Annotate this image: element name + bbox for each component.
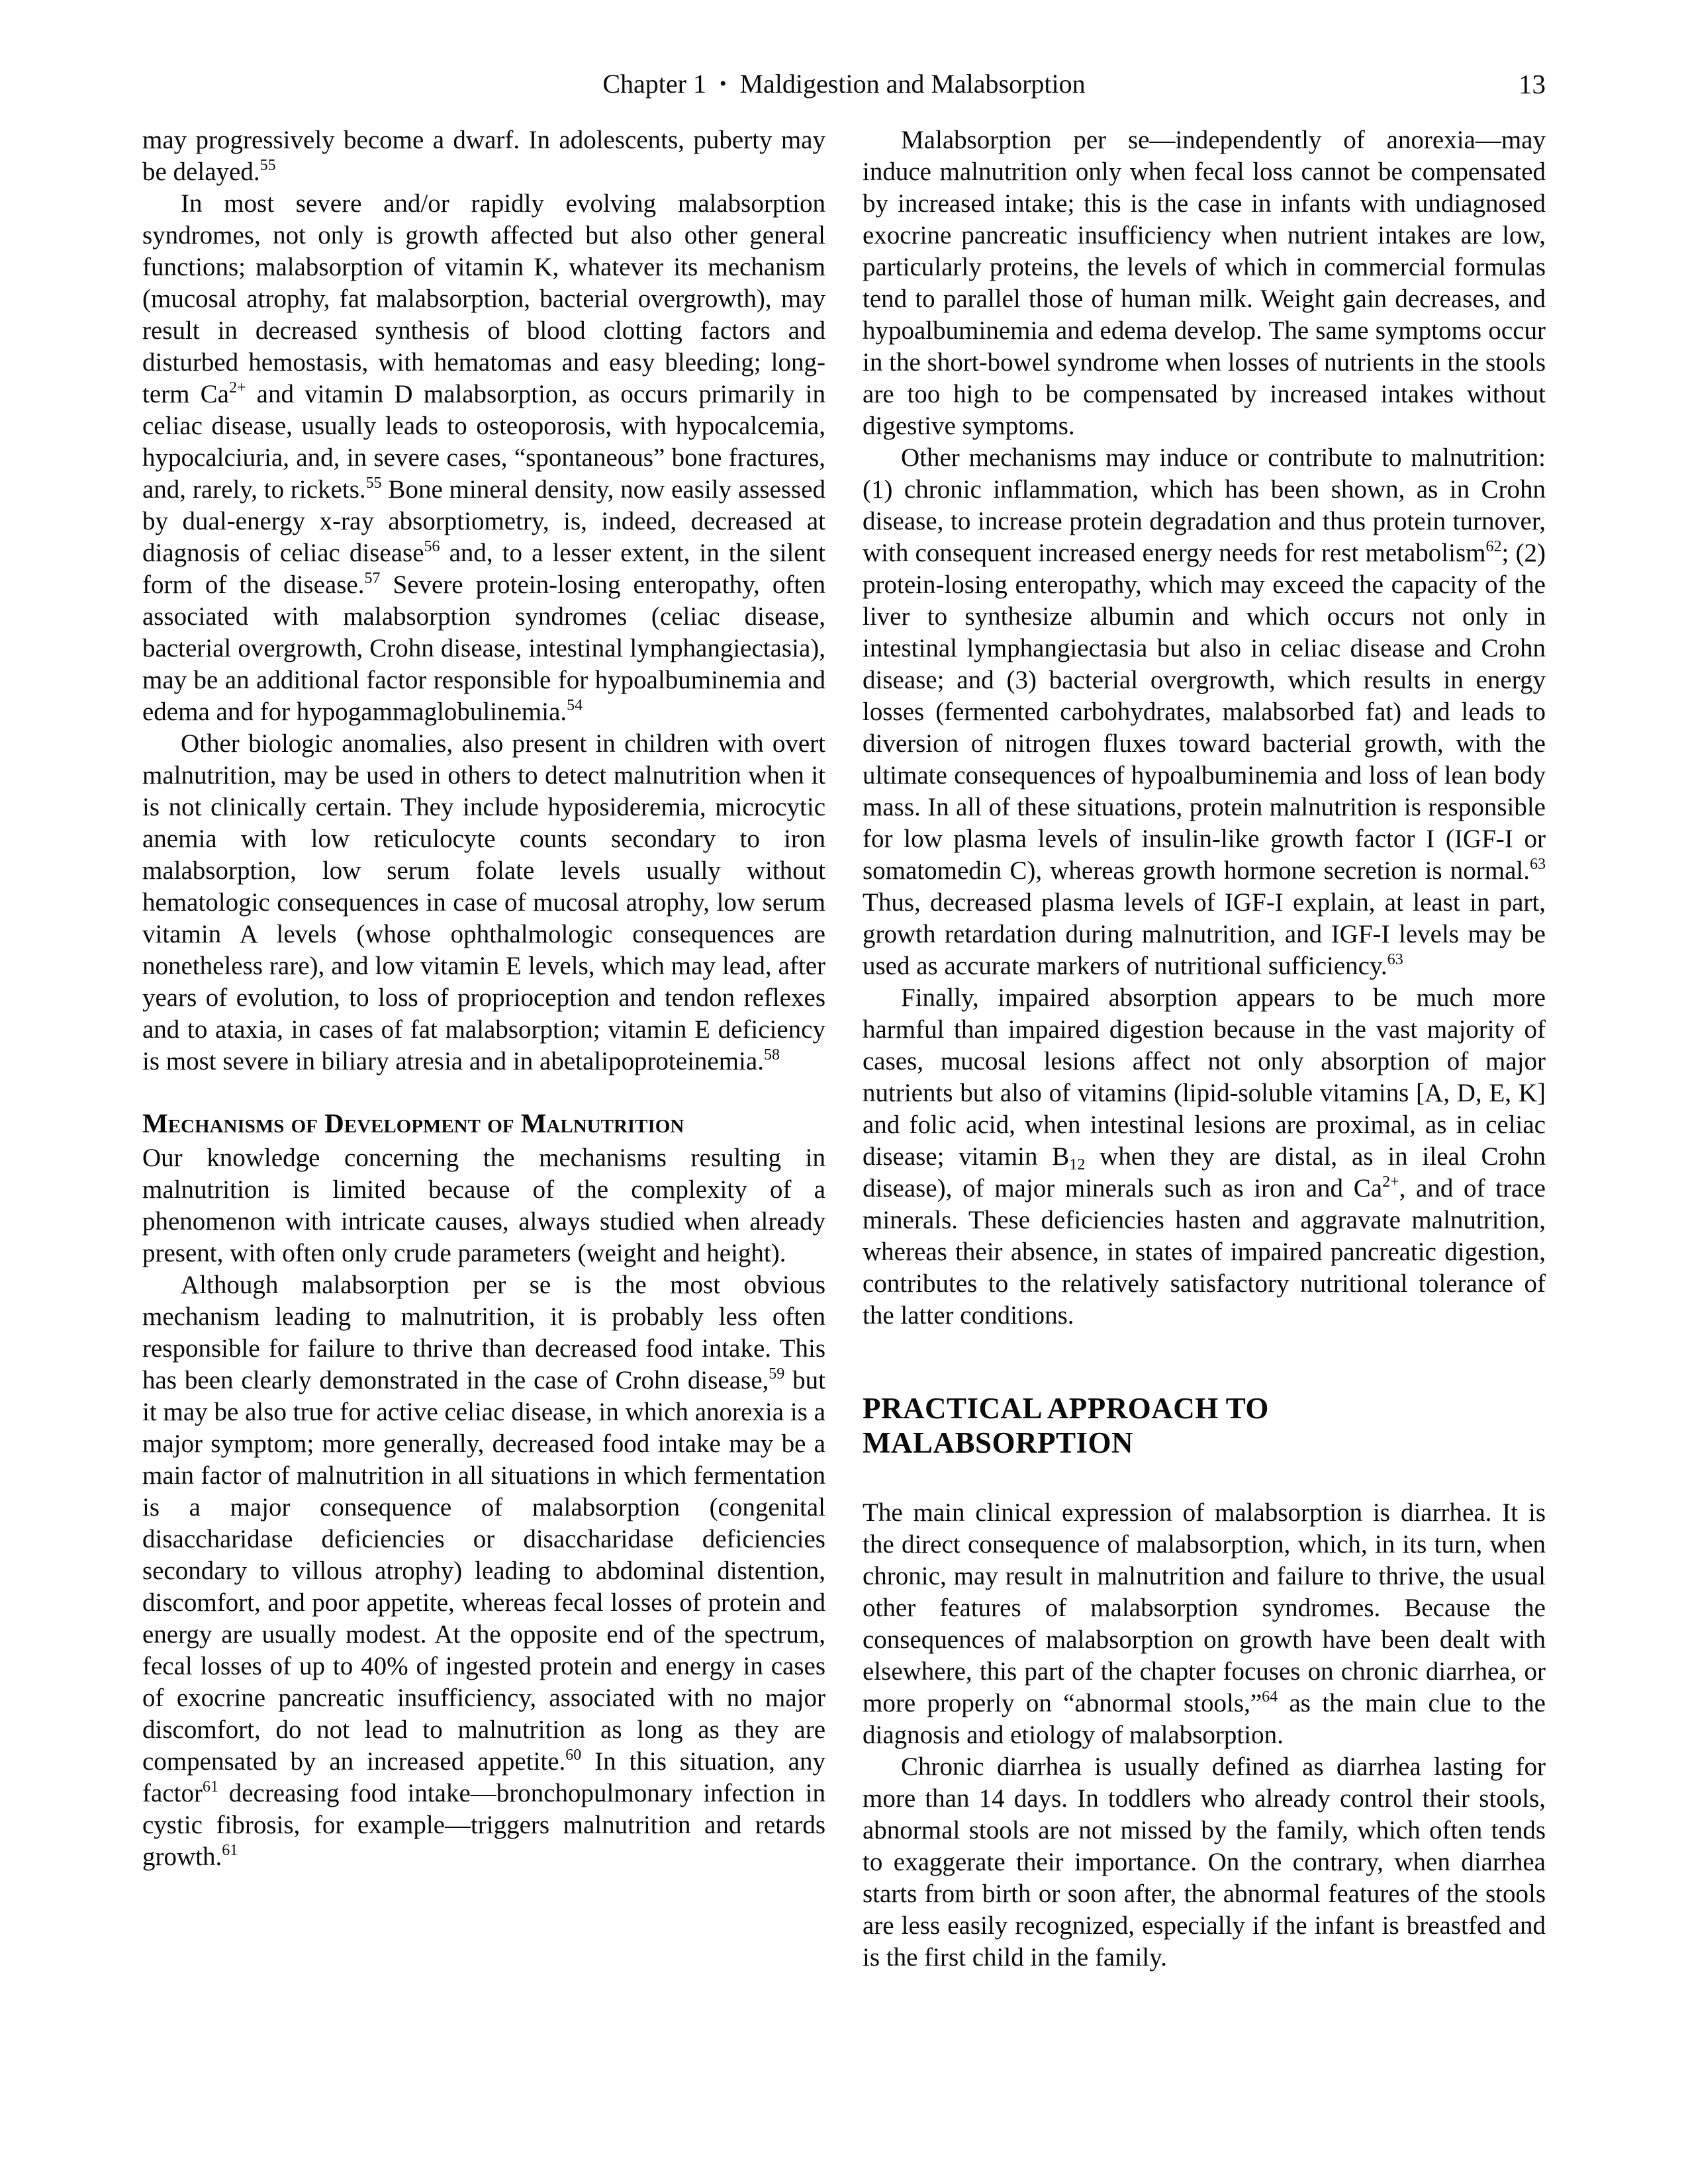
reference-superscript: 63 xyxy=(1530,856,1546,873)
section-heading: PRACTICAL APPROACH TO MALABSORPTION xyxy=(863,1392,1269,1459)
paragraph: may progressively become a dwarf. In adolescents, puberty may be delayed.$^{55}$ xyxy=(142,126,825,186)
right-column xyxy=(863,124,1546,1974)
paragraph: Our knowledge concerning the mechanisms resulting in malnutrition is limited because of the complexity of a phenomenon with intricate causes, always studied when already present, with often only crude parameters (weight and height). xyxy=(142,1144,825,1267)
reference-superscript: 2+ xyxy=(228,379,246,396)
reference-superscript: 2+ xyxy=(1382,1173,1399,1191)
page-number: 13 xyxy=(1519,69,1546,99)
reference-superscript: 60 xyxy=(565,1747,582,1764)
paragraph: Although malabsorption per se is the most obvious mechanism leading to malnutrition, it is probably less often responsible for failure to thrive than decreased food intake. This has been clearly demonstrated in the case of Crohn disease,$^{59}$ but it may be also true for active celiac disease, in which anorexia is a major symptom; more generally, decreased food intake may be a main factor of malnutrition in all situations in which fermentation is a major consequence of malabsorption (congenital disaccharidase deficiencies or disaccharidase deficiencies secondary to villous atrophy) leading to abdominal distention, discomfort, and poor appetite, whereas fecal losses of protein and energy are usually modest. At the opposite end of the spectrum, fecal losses of up to 40% of ingested protein and energy in cases of exocrine pancreatic insufficiency, associated with no major discomfort, do not lead to malnutrition as long as they are compensated by an increased appetite.$^{60}$ In this situation, any factor$^{61}$ decreasing food intake—bronchopulmonary infection in cystic fibrosis, for example—triggers malnutrition and retards growth.$^{61}$ xyxy=(142,1271,825,1871)
reference-superscript: 64 xyxy=(1262,1688,1278,1706)
reference-superscript: 55 xyxy=(365,475,382,492)
reference-superscript: 61 xyxy=(222,1842,238,1859)
running-head-text xyxy=(142,68,1546,101)
reference-superscript: 57 xyxy=(364,570,381,587)
paragraph: Other biologic anomalies, also present in children with overt malnutrition, may be used in others to detect malnutrition when it is not clinically certain. They include hyposideremia, microcytic anemia with low reticulocyte counts secondary to iron malabsorption, low serum folate levels usually without hematologic consequences in case of mucosal atrophy, low serum vitamin A levels (whose ophthalmologic consequences are nonetheless rare), and low vitamin E levels, which may lead, after years of evolution, to loss of proprioception and tendon reflexes and to ataxia, in cases of fat malabsorption; vitamin E deficiency is most severe in biliary atresia and in abetalipoproteinemia.$^{58}$ xyxy=(142,729,825,1075)
running-header xyxy=(142,68,1546,101)
paragraph: The main clinical expression of malabsorption is diarrhea. It is the direct consequence of malabsorption, which, in its turn, when chronic, may result in malnutrition and failure to thrive, the usual other features of malabsorption syndromes. Because the consequences of malabsorption on growth have been dealt with elsewhere, this part of the chapter focuses on chronic diarrhea, or more properly on “abnormal stools,”$^{64}$ as the main clue to the diagnosis and etiology of malabsorption. xyxy=(863,1498,1546,1749)
chapter-label: Chapter 1 xyxy=(602,69,706,99)
paragraph: Other mechanisms may induce or contribute to malnutrition: (1) chronic inflammation, which has been shown, as in Crohn disease, to increase protein degradation and thus protein turnover, with consequent increased energy needs for rest metabolism$^{62}$; (2) protein-losing enteropathy, which may exceed the capacity of the liver to synthesize albumin and which occurs not only in intestinal lymphangiectasia but also in celiac disease and Crohn disease; and (3) bacterial overgrowth, which results in energy losses (fermented carbohydrates, malabsorbed fat) and leads to diversion of nitrogen fluxes toward bacterial growth, with the ultimate consequences of hypoalbuminemia and loss of lean body mass. In all of these situations, protein malnutrition is responsible for low plasma levels of insulin-like growth factor I (IGF-I or somatomedin C), whereas growth hormone secretion is normal.$^{63}$ Thus, decreased plasma levels of IGF-I explain, at least in part, growth retardation during malnutrition, and IGF-I levels may be used as accurate markers of nutritional sufficiency.$^{63}$ xyxy=(863,443,1546,980)
bullet-separator-icon: • xyxy=(719,73,727,95)
chapter-title: Maldigestion and Malabsorption xyxy=(739,69,1086,99)
reference-superscript: 59 xyxy=(769,1365,785,1383)
reference-superscript: 54 xyxy=(567,697,583,714)
subscript-text: 12 xyxy=(1069,1156,1086,1173)
subsection-heading: Mechanisms of Development of Malnutrition xyxy=(142,1108,684,1138)
paragraph: Finally, impaired absorption appears to be much more harmful than impaired digestion because in the vast majority of cases, mucosal lesions affect not only absorption of major nutrients but also of vitamins (lipid-soluble vitamins [A, D, E, K] and folic acid, when intestinal lesions are proximal, as in celiac disease; vitamin $B_{12}$ when they are distal, as in ileal Crohn disease), of major minerals such as iron and Ca$^{2+}$, and of trace minerals. These deficiencies hasten and aggravate malnutrition, whereas their absence, in states of impaired pancreatic digestion, contributes to the relatively satisfactory nutritional tolerance of the latter conditions. xyxy=(863,983,1546,1330)
paragraph: In most severe and/or rapidly evolving malabsorption syndromes, not only is growth affected but also other general functions; malabsorption of vitamin K, whatever its mechanism (mucosal atrophy, fat malabsorption, bacterial overgrowth), may result in decreased synthesis of blood clotting factors and disturbed hemostasis, with hematomas and easy bleeding; long-term Ca$^{2+}$ and vitamin D malabsorption, as occurs primarily in celiac disease, usually leads to osteoporosis, with hypocalcemia, hypocalciuria, and, in severe cases, “spontaneous” bone fractures, and, rarely, to rickets.$^{55}$ Bone mineral density, now easily assessed by dual-energy x-ray absorptiometry, is, indeed, decreased at diagnosis of celiac disease$^{56}$ and, to a lesser extent, in the silent form of the disease.$^{57}$ Severe protein-losing enteropathy, often associated with malabsorption syndromes (celiac disease, bacterial overgrowth, Crohn disease, intestinal lymphangiectasia), may be an additional factor responsible for hypoalbuminemia and edema and for hypogammaglobulinemia.$^{54}$ xyxy=(142,189,825,726)
reference-superscript: 63 xyxy=(1387,951,1403,968)
reference-superscript: 55 xyxy=(259,157,276,174)
reference-superscript: 56 xyxy=(424,538,440,555)
reference-superscript: 62 xyxy=(1485,538,1502,555)
paragraph: Chronic diarrhea is usually defined as diarrhea lasting for more than 14 days. In toddlers who already control their stools, abnormal stools are not missed by the family, which often tends to exaggerate their importance. On the contrary, when diarrhea starts from birth or soon after, the abnormal features of the stools are less easily recognized, especially if the infant is breastfed and is the first child in the family. xyxy=(863,1752,1546,1972)
text-columns xyxy=(142,124,1546,1974)
reference-superscript: 61 xyxy=(202,1778,218,1796)
paragraph: Malabsorption per se—independently of anorexia—may induce malnutrition only when fecal loss cannot be compensated by increased intake; this is the case in infants with undiagnosed exocrine pancreatic insufficiency when nutrient intakes are low, particularly proteins, the levels of which in commercial formulas tend to parallel those of human milk. Weight gain decreases, and hypoalbuminemia and edema develop. The same symptoms occur in the short-bowel syndrome when losses of nutrients in the stools are too high to be compensated by increased intakes without digestive symptoms. xyxy=(863,126,1546,440)
reference-superscript: 58 xyxy=(763,1046,780,1064)
left-column xyxy=(142,124,825,1974)
